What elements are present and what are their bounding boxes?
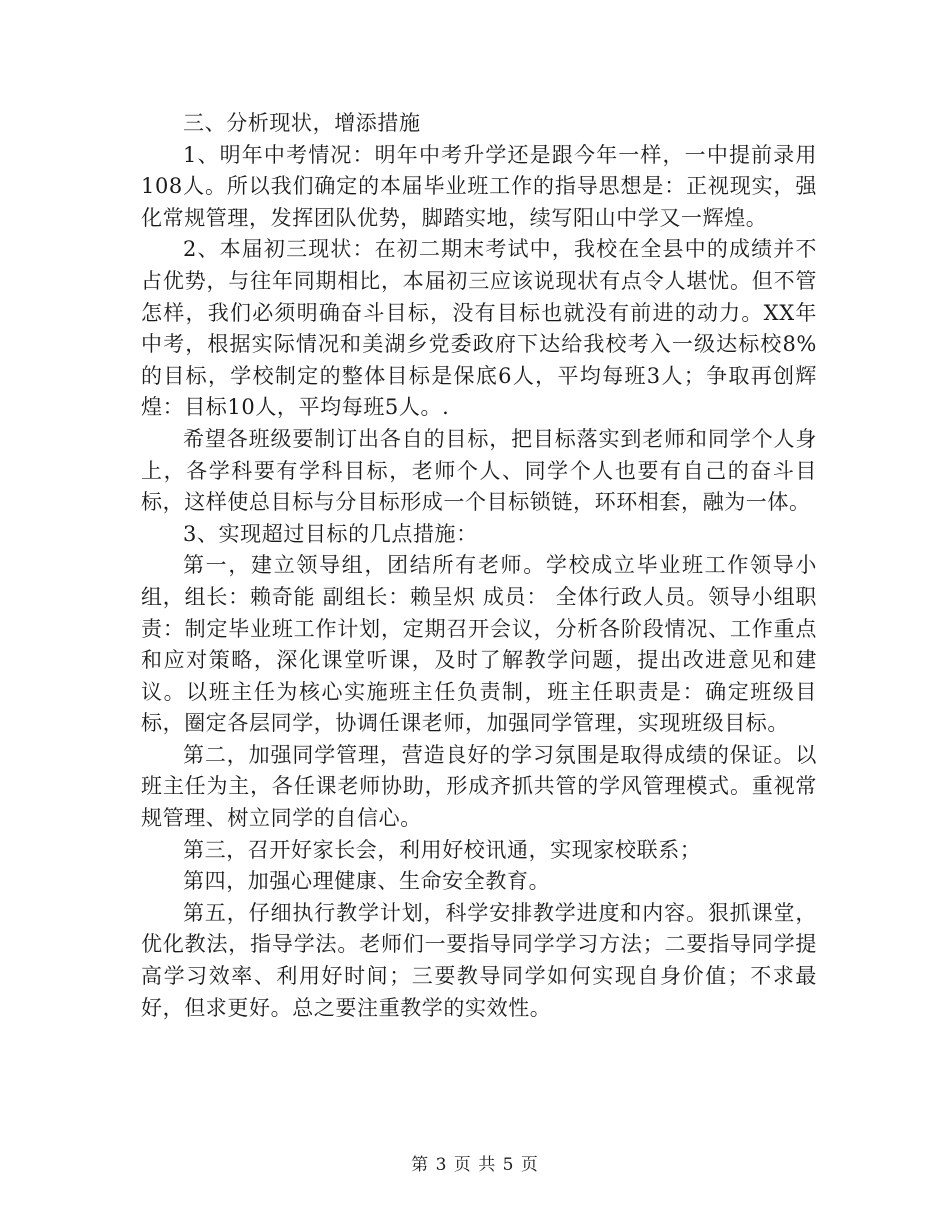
paragraph-measure-1: 第一，建立领导组，团结所有老师。学校成立毕业班工作领导小组，组长：赖奇能 副组长：赖呈炽 成员： 全体行政人员。领导小组职责：制定毕业班工作计划，定期召开会议，分析各阶段情况、工作重点和应对策略，深化课堂听课，及时了解教学问题，提出改进意见和建议。以班主任为核心实施班主任负责制，班主任职责是：确定班级目标，圈定各层同学，协调任课老师，加强同学管理，实现班级目标。	[141, 553, 817, 736]
paragraph-class-goals: 希望各班级要制订出各自的目标，把目标落实到老师和同学个人身上，各学科要有学科目标，老师个人、同学个人也要有自己的奋斗目标，这样使总目标与分目标形成一个目标锁链，环环相套，融为一体。	[141, 426, 817, 515]
section-heading: 三、分析现状，增添措施	[183, 111, 421, 135]
paragraph-measure-4: 第四，加强心理健康、生命安全教育。	[183, 869, 551, 894]
paragraph-current-status: 2、本届初三现状：在初二期末考试中，我校在全县中的成绩并不占优势，与往年同期相比，本届初三应该说现状有点令人堪忧。但不管怎样，我们必须明确奋斗目标，没有目标也就没有前进的动力。XX年中考，根据实际情况和美湖乡党委政府下达给我校考入一级达标校8%的目标，学校制定的整体目标是保底6人，平均每班3人；争取再创辉煌：目标10人，平均每班5人。.	[141, 237, 817, 420]
paragraph-measure-5: 第五，仔细执行教学计划，科学安排教学进度和内容。狠抓课堂，优化教法，指导学法。老师们一要指导同学学习方法；二要指导同学提高学习效率、利用好时间；三要教导同学如何实现自身价值；不求最好，但求更好。总之要注重教学的实效性。	[141, 900, 817, 1020]
paragraph-exam-situation: 1、明年中考情况：明年中考升学还是跟今年一样，一中提前录用108人。所以我们确定的本届毕业班工作的指导思想是：正视现实，强化常规管理，发挥团队优势，脚踏实地，续写阳山中学又一辉煌。	[141, 142, 817, 230]
paragraph-measure-2: 第二，加强同学管理，营造良好的学习氛围是取得成绩的保证。以班主任为主，各任课老师协助，形成齐抓共管的学风管理模式。重视常规管理、树立同学的自信心。	[141, 742, 817, 831]
document-body	[141, 108, 817, 1024]
paragraph-measures-heading: 3、实现超过目标的几点措施：	[183, 521, 478, 546]
paragraph-measure-3: 第三，召开好家长会，利用好校讯通，实现家校联系；	[183, 837, 702, 862]
page-footer: 第 3 页 共 5 页	[411, 1155, 539, 1175]
